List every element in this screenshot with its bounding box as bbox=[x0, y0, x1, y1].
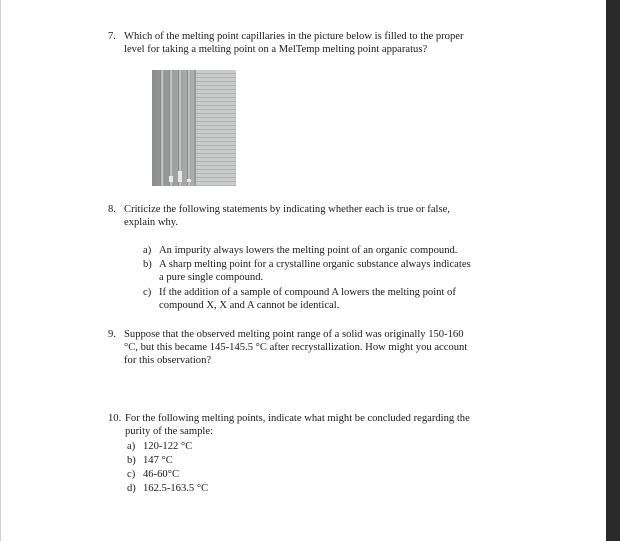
question-line: °C, but this became 145-145.5 °C after recrystallization. How might you account bbox=[124, 342, 468, 353]
item-line: a pure single compound. bbox=[159, 272, 264, 283]
question-line: Suppose that the observed melting point range of a solid was originally 150-160 bbox=[124, 329, 464, 340]
capillary-tube bbox=[160, 70, 164, 186]
item-text: 46-60°C bbox=[143, 469, 180, 480]
item-label: a) bbox=[143, 245, 152, 256]
question-line: for this observation? bbox=[124, 355, 212, 366]
item-text: 147 °C bbox=[143, 455, 173, 466]
viewer-scrollbar[interactable] bbox=[606, 0, 620, 541]
question-line: purity of the sample: bbox=[125, 426, 213, 437]
question-line: For the following melting points, indicate what might be concluded regarding the bbox=[125, 413, 470, 424]
question-text bbox=[124, 328, 467, 367]
ruler-edge bbox=[194, 70, 196, 186]
capillary-photo bbox=[152, 70, 236, 186]
ruler bbox=[194, 70, 236, 186]
item-text: 162.5-163.5 °C bbox=[143, 483, 209, 494]
item-label: a) bbox=[127, 441, 136, 452]
item-label: c) bbox=[143, 287, 152, 298]
question-text bbox=[125, 412, 470, 438]
question-number: 9. bbox=[108, 329, 116, 340]
item-label: d) bbox=[127, 483, 136, 494]
item-text bbox=[159, 258, 471, 284]
item-label: b) bbox=[143, 259, 152, 270]
capillary-tube bbox=[187, 70, 191, 186]
item-line: compound X, X and A cannot be identical. bbox=[159, 300, 340, 311]
question-number: 10. bbox=[108, 413, 122, 424]
question-text bbox=[124, 30, 464, 56]
capillary-sample-fill bbox=[178, 171, 182, 182]
question-line: explain why. bbox=[124, 217, 179, 228]
capillary-sample-fill bbox=[187, 179, 191, 182]
item-line: If the addition of a sample of compound A lowers the melting point of bbox=[159, 287, 456, 298]
capillary-tube bbox=[169, 70, 173, 186]
item-line: A sharp melting point for a crystalline organic substance always indicates bbox=[159, 259, 471, 270]
item-text: 120-122 °C bbox=[143, 441, 193, 452]
item-label: b) bbox=[127, 455, 136, 466]
question-text bbox=[124, 203, 450, 229]
question-line: Criticize the following statements by indicating whether each is true or false, bbox=[124, 204, 450, 215]
item-text bbox=[159, 286, 456, 312]
capillary-sample-fill bbox=[169, 176, 173, 182]
item-text bbox=[159, 244, 457, 257]
question-number: 8. bbox=[108, 204, 116, 215]
question-line: Which of the melting point capillaries in the picture below is filled to the proper bbox=[124, 31, 464, 42]
question-line: level for taking a melting point on a MelTemp melting point apparatus? bbox=[124, 44, 428, 55]
capillary-tube bbox=[178, 70, 182, 186]
item-line: An impurity always lowers the melting point of an organic compound. bbox=[159, 245, 458, 256]
question-number: 7. bbox=[108, 31, 116, 42]
page-left-edge bbox=[0, 0, 1, 541]
item-label: c) bbox=[127, 469, 136, 480]
